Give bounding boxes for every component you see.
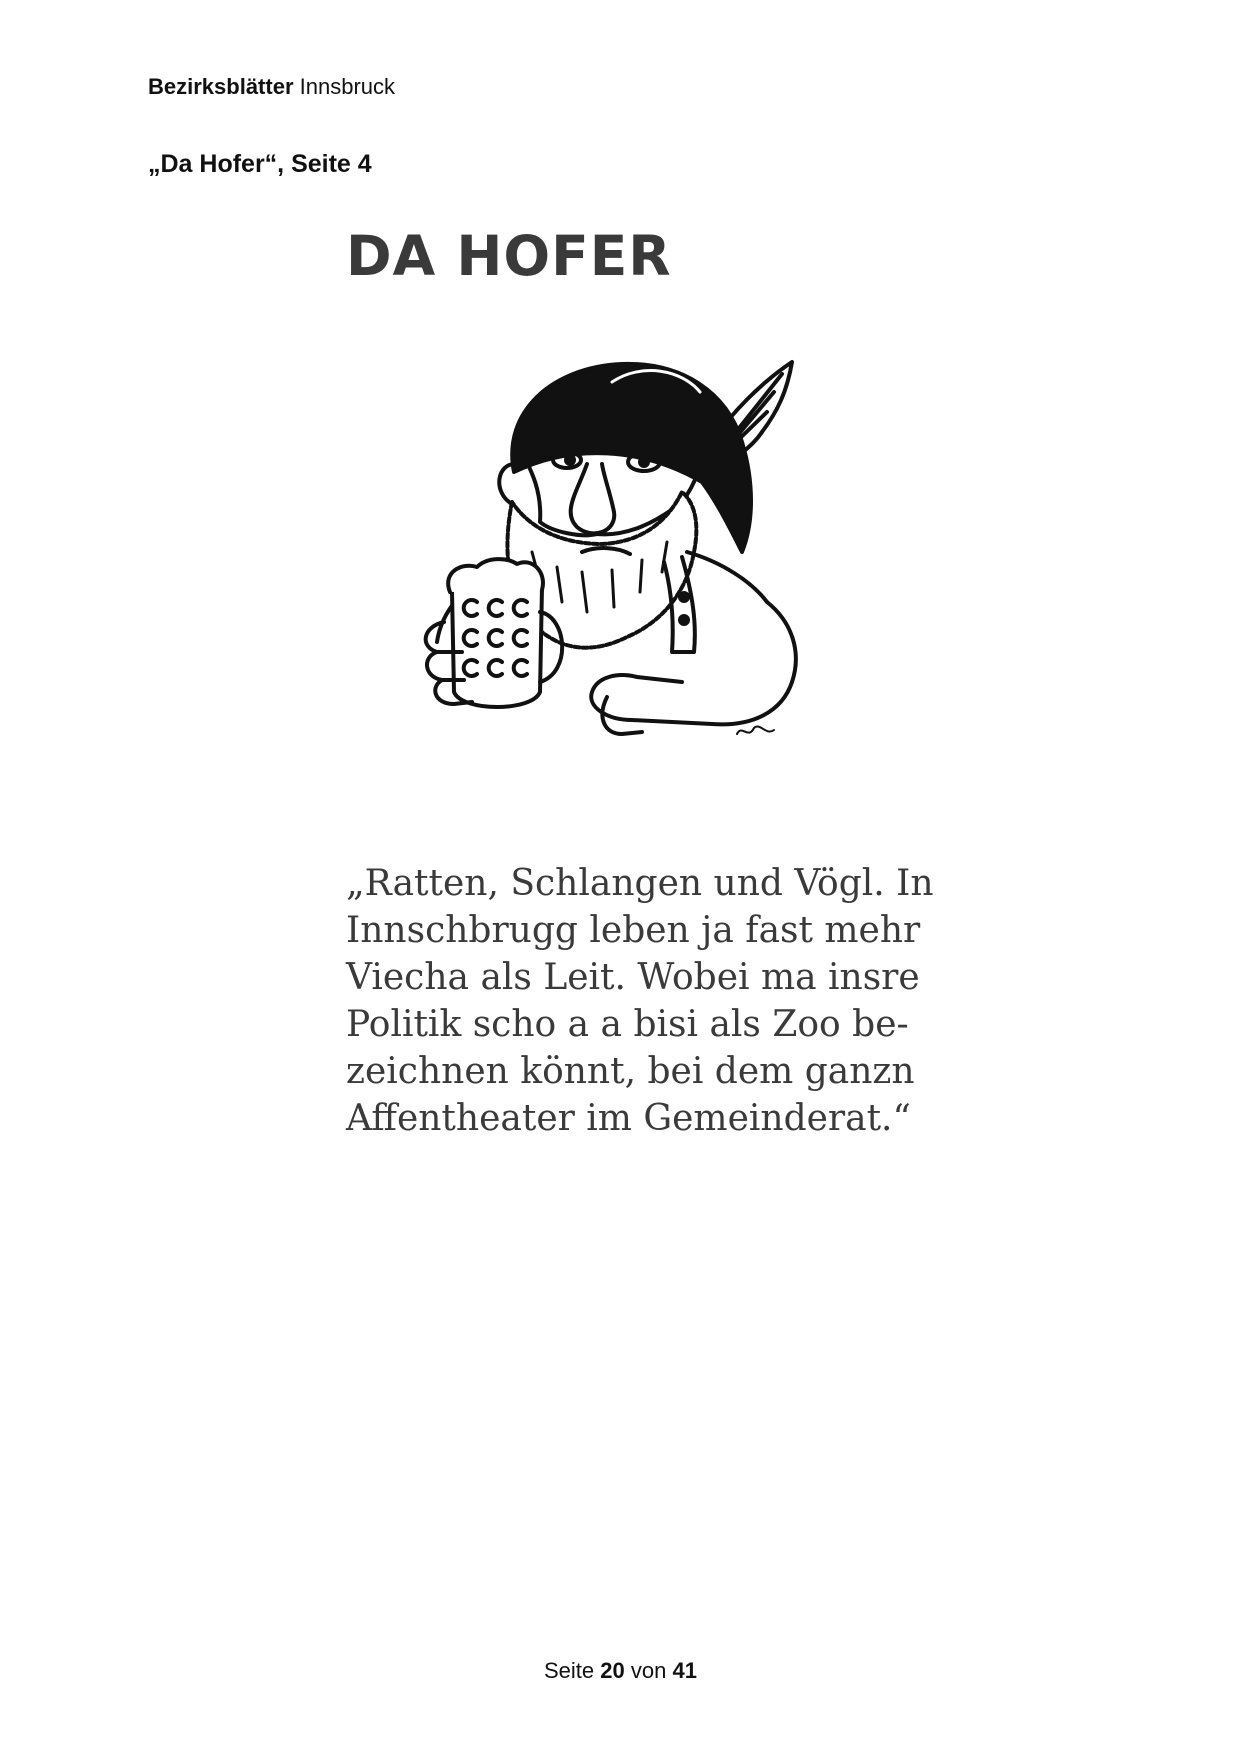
footer-page-total: 41	[672, 1658, 697, 1683]
quote-line: Viecha als Leit. Wobei ma insre	[346, 957, 920, 998]
quote-line: „Ratten, Schlangen und Vögl. In	[346, 863, 934, 904]
quote-line: zeichnen könnt, bei dem ganzn	[346, 1051, 915, 1092]
hofer-cartoon-illustration	[382, 352, 862, 798]
article-quote	[346, 860, 934, 1142]
publication-header	[148, 73, 395, 101]
quote-line: Innschbrugg leben ja fast mehr	[346, 910, 921, 951]
footer-of-label: von	[630, 1658, 667, 1683]
footer-page-number: 20	[600, 1658, 625, 1683]
section-title: „Da Hofer“, Seite 4	[148, 150, 372, 178]
article-title: DA HOFER	[346, 224, 672, 288]
quote-line: Affentheater im Gemeinderat.“	[346, 1098, 911, 1139]
page-footer	[0, 1657, 1241, 1685]
publication-region: Innsbruck	[299, 74, 396, 99]
publication-brand: Bezirksblätter	[148, 74, 294, 99]
quote-line: Politik scho a a bisi als Zoo be-	[346, 1004, 909, 1045]
footer-page-label: Seite	[544, 1658, 595, 1683]
